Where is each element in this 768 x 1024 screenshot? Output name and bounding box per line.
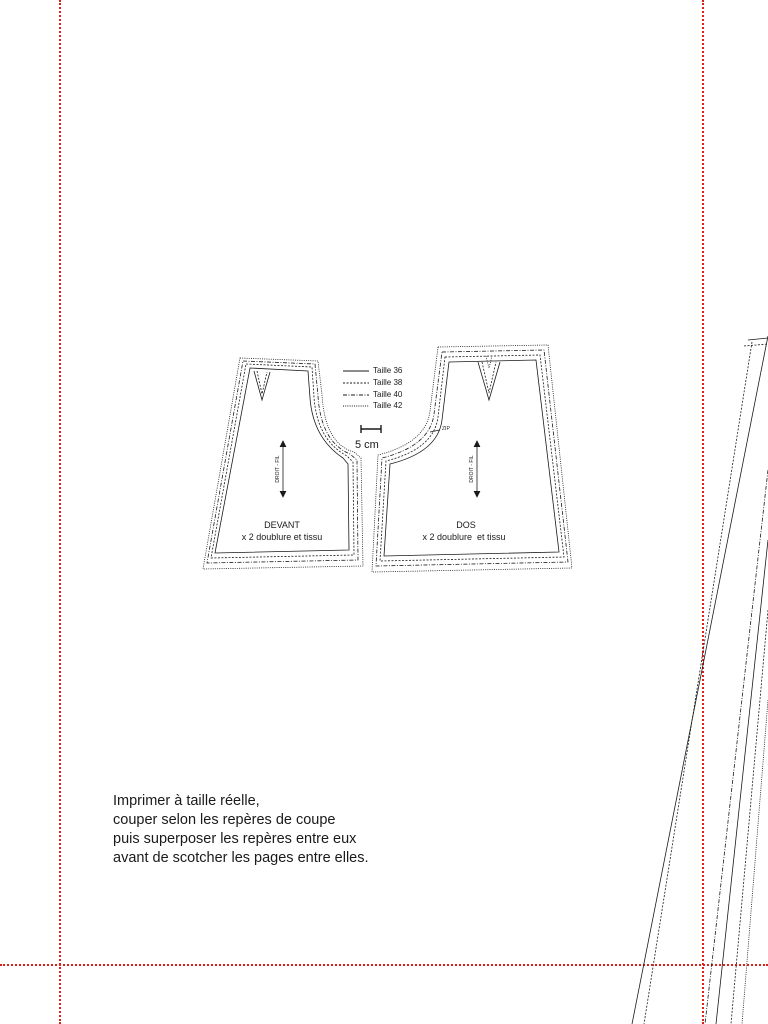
adjacent-piece-lines — [632, 336, 768, 1024]
legend-label-taille-40: Taille 40 — [373, 390, 403, 399]
scale-label: 5 cm — [355, 439, 379, 451]
legend-label-taille-42: Taille 42 — [373, 401, 403, 410]
scale-bar — [361, 425, 381, 433]
instruction-line: puis superposer les repères entre eux — [113, 831, 357, 847]
front-piece-title: DEVANT — [264, 520, 300, 530]
front-piece-subtitle: x 2 doublure et tissu — [241, 532, 323, 542]
back-piece-title: DOS — [456, 520, 476, 530]
instruction-line: couper selon les repères de coupe — [113, 812, 336, 828]
legend-label-taille-36: Taille 36 — [373, 366, 403, 375]
legend-label-taille-38: Taille 38 — [373, 378, 403, 387]
instruction-line: Imprimer à taille réelle, — [113, 793, 260, 809]
front-grain-label: DROIT - FIL — [275, 455, 281, 483]
size-legend — [343, 371, 369, 406]
back-piece-subtitle: x 2 doublure et tissu — [422, 532, 506, 542]
print-instructions — [113, 792, 413, 868]
back-grain-label: DROIT - FIL — [469, 455, 475, 483]
zip-label: ZIP — [442, 426, 450, 432]
instruction-line: avant de scotcher les pages entre elles. — [113, 850, 369, 866]
